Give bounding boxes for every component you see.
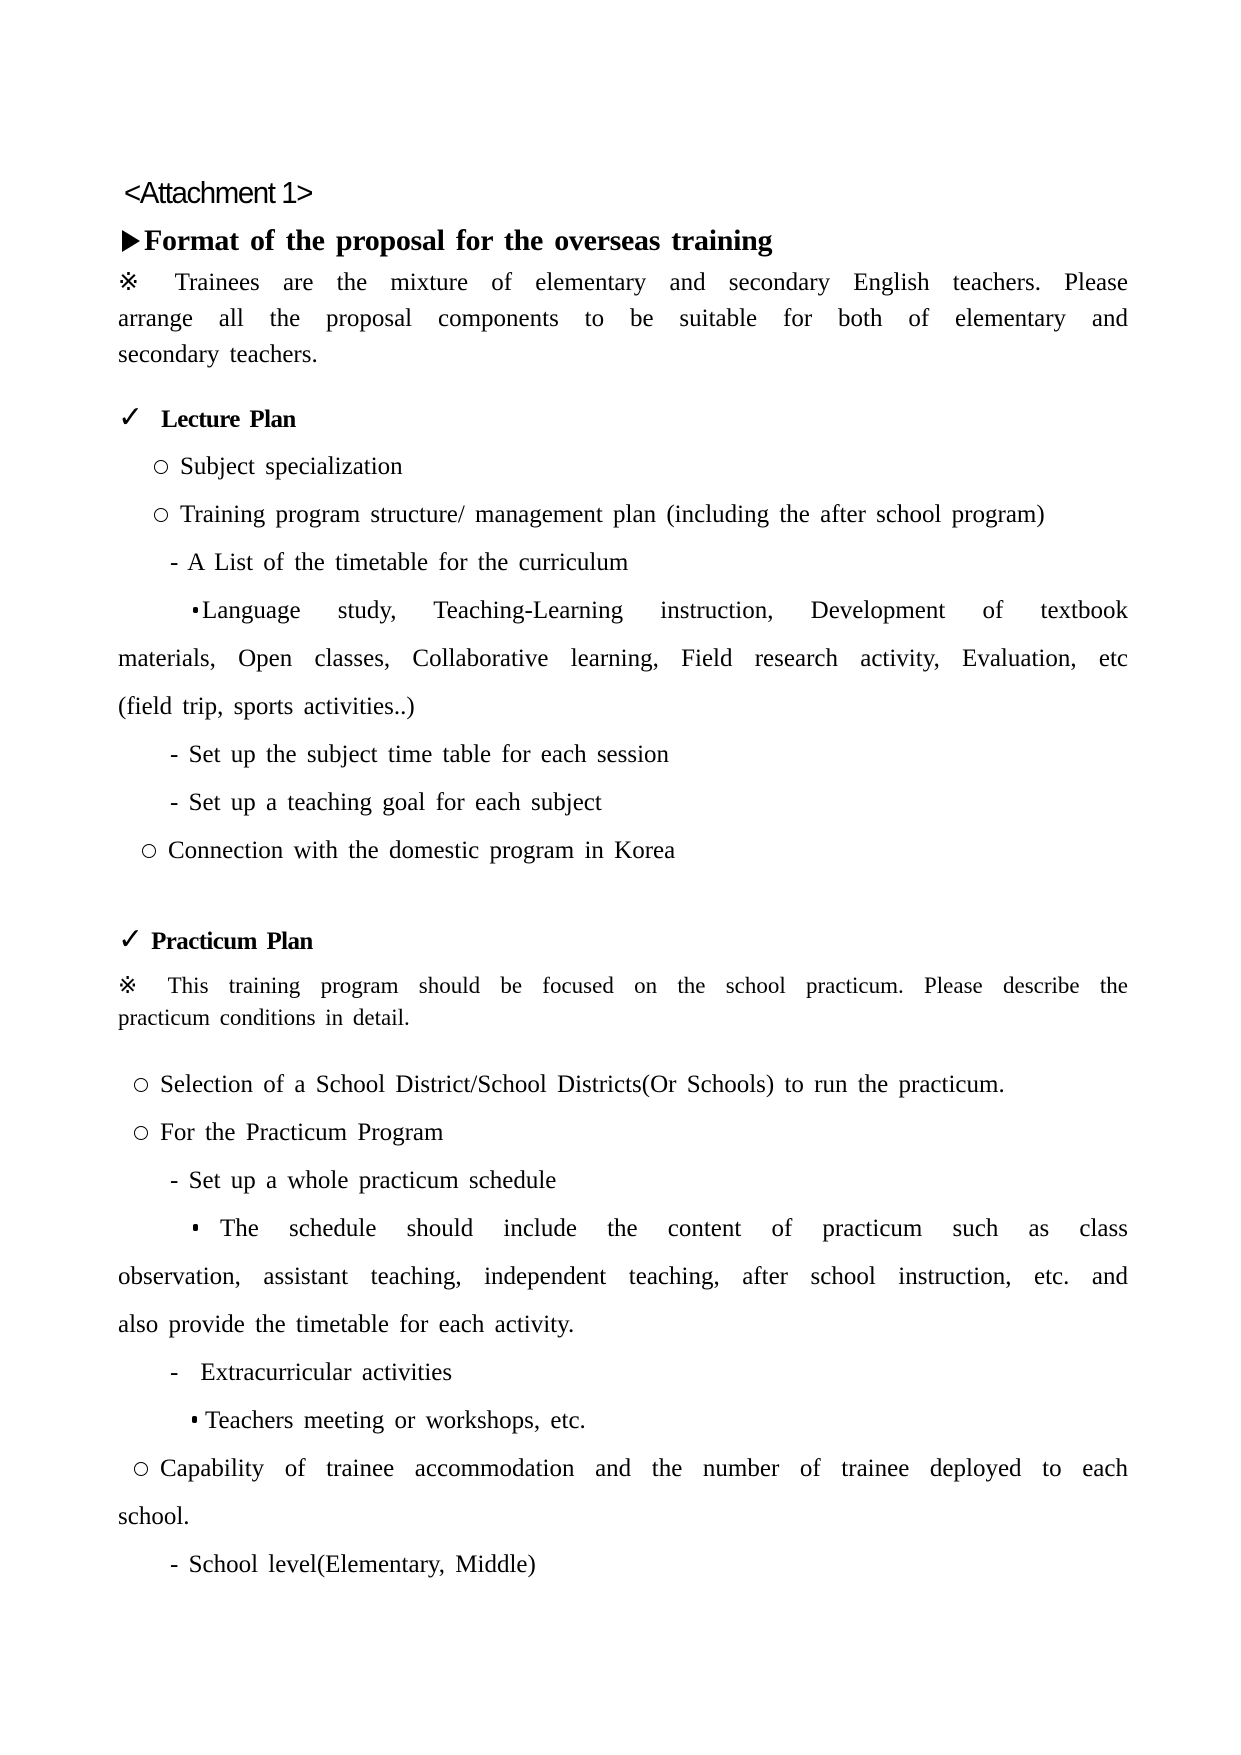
circle-icon <box>134 1078 148 1092</box>
practicum-sub-extracurricular: - Extracurricular activities <box>170 1359 453 1386</box>
lecture-bullet-line-3: (field trip, sports activities..) <box>118 693 415 720</box>
circle-icon <box>134 1126 148 1140</box>
attachment-label: <Attachment 1> <box>124 175 312 210</box>
practicum-sub-school-level: - School level(Elementary, Middle) <box>170 1551 536 1578</box>
practicum-capability-line-2: school. <box>118 1503 190 1530</box>
check-icon: ✓ <box>118 922 144 957</box>
intro-note-line-2: arrange all the proposal components to be suitable for both of elementary and <box>118 305 1128 332</box>
lecture-item-structure: Training program structure/ management plan (including the after school program) <box>154 500 1045 530</box>
practicum-plan-heading: ✓ Practicum Plan <box>118 922 313 957</box>
dot-icon <box>193 1224 198 1231</box>
lecture-bullet-line-2: materials, Open classes, Collaborative learning, Field research activity, Evaluation, etc <box>118 645 1128 672</box>
practicum-schedule-line-2: observation, assistant teaching, independent teaching, after school instruction, etc. and <box>118 1263 1128 1290</box>
triangle-right-icon <box>122 230 140 252</box>
title-text: Format of the proposal for the overseas training <box>144 224 773 257</box>
practicum-note-line-2: practicum conditions in detail. <box>118 1005 410 1030</box>
practicum-note-line-1: ※ This training program should be focused on the school practicum. Please describe the <box>118 973 1128 998</box>
lecture-sub-goal: - Set up a teaching goal for each subject <box>170 789 602 816</box>
lecture-plan-heading: ✓ Lecture Plan <box>118 400 296 435</box>
lecture-sub-timetable: - A List of the timetable for the curriculum <box>170 549 629 576</box>
check-icon: ✓ <box>118 400 144 435</box>
practicum-schedule-line-3: also provide the timetable for each activity. <box>118 1311 575 1338</box>
circle-icon <box>134 1462 148 1476</box>
reference-mark-icon: ※ <box>118 973 148 998</box>
practicum-bullet-meeting: Teachers meeting or workshops, etc. <box>192 1406 586 1436</box>
lecture-bullet-line-1: Language study, Teaching-Learning instruction, Development of textbook <box>118 596 1128 626</box>
lecture-item-connection: Connection with the domestic program in Korea <box>142 836 675 866</box>
lecture-sub-session: - Set up the subject time table for each session <box>170 741 670 768</box>
circle-icon <box>154 508 168 522</box>
practicum-schedule-line-1: The schedule should include the content of practicum such as class <box>118 1214 1128 1244</box>
circle-icon <box>142 844 156 858</box>
lecture-item-subject: Subject specialization <box>154 452 403 482</box>
practicum-capability-line-1: Capability of trainee accommodation and the number of trainee deployed to each <box>118 1454 1128 1484</box>
page-title <box>122 226 772 256</box>
reference-mark-icon: ※ <box>118 269 152 296</box>
intro-note-line-1: ※ Trainees are the mixture of elementary and secondary English teachers. Please <box>118 269 1128 296</box>
dot-icon <box>192 1416 197 1423</box>
circle-icon <box>154 460 168 474</box>
intro-note-line-3: secondary teachers. <box>118 341 318 368</box>
practicum-sub-schedule: - Set up a whole practicum schedule <box>170 1167 557 1194</box>
dot-icon <box>193 607 198 613</box>
practicum-item-program: For the Practicum Program <box>134 1118 443 1148</box>
practicum-item-selection: Selection of a School District/School Districts(Or Schools) to run the practicum. <box>134 1070 1005 1100</box>
